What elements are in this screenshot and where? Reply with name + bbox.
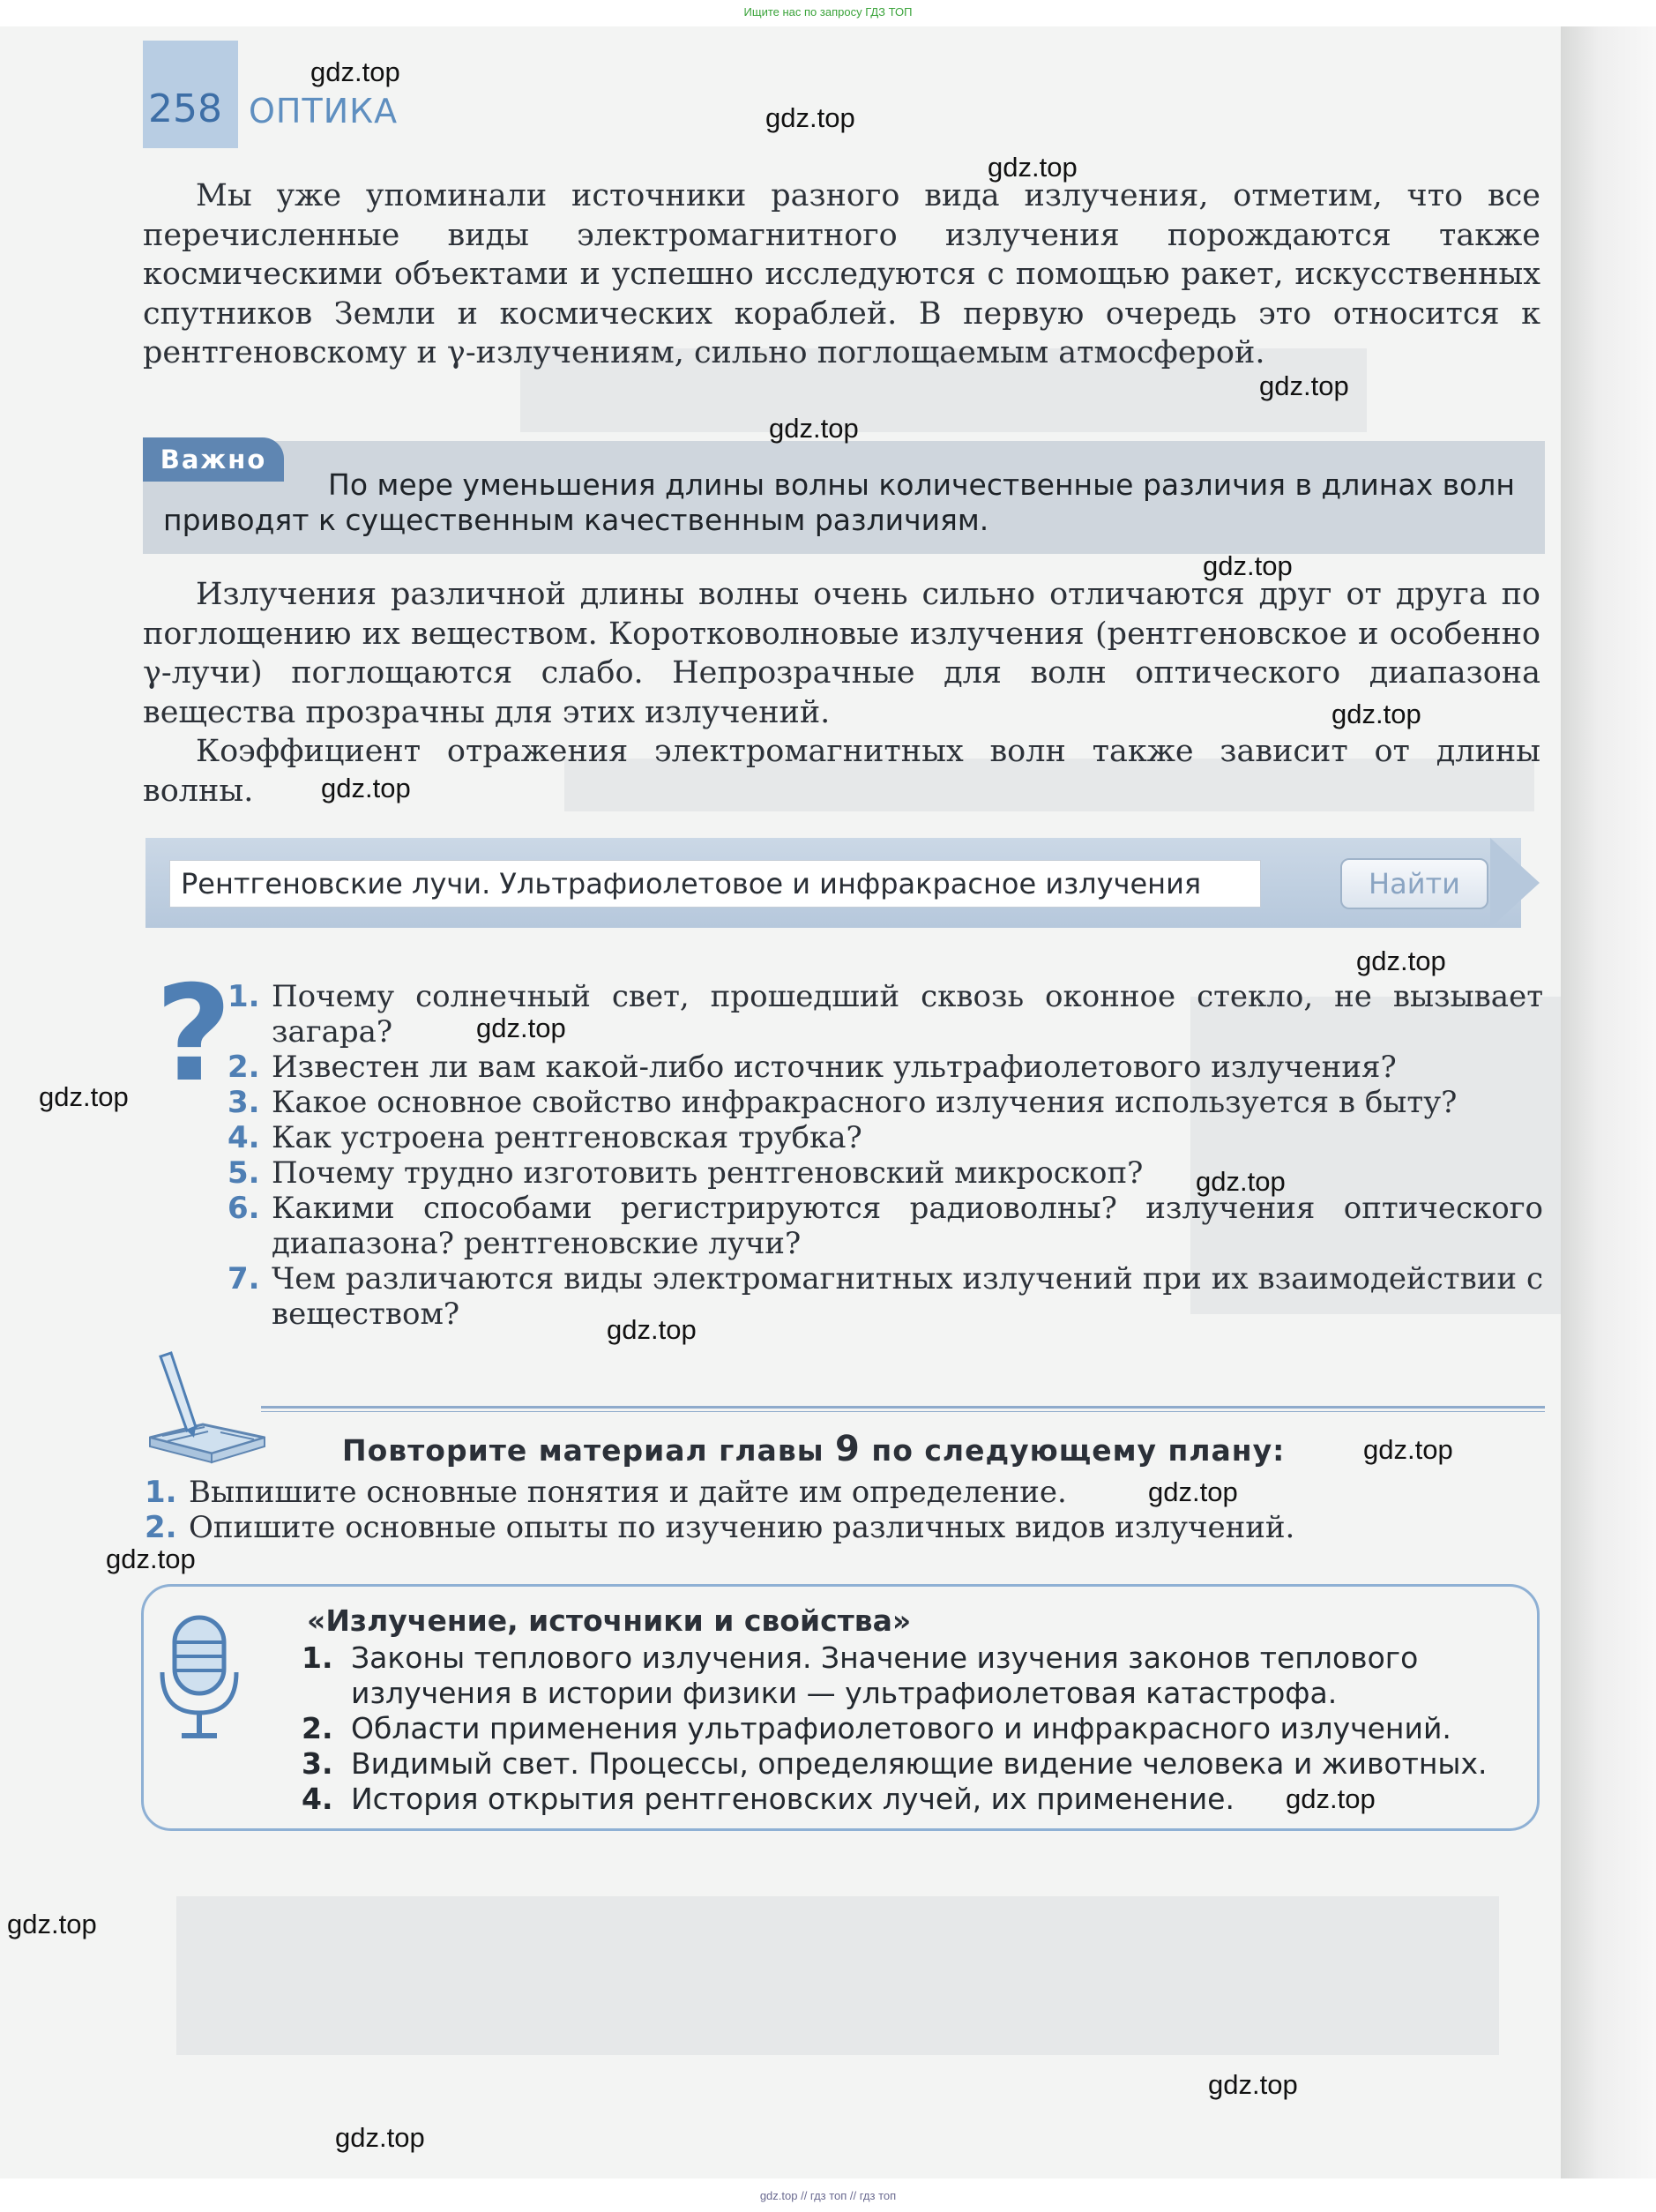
watermark: gdz.top [1259, 370, 1349, 401]
paragraph-3-text: Коэффициент отражения электромагнитных волн также зависит от длины волны. [143, 734, 1540, 809]
item-number: 5. [228, 1155, 260, 1191]
chapter-number: 9 [835, 1429, 861, 1469]
watermark: gdz.top [476, 1013, 566, 1043]
divider [261, 1406, 1545, 1409]
watermark: gdz.top [321, 773, 411, 803]
item-number: 3. [302, 1746, 333, 1781]
list-item [145, 1475, 1538, 1510]
list-item [228, 1050, 1543, 1085]
list-item [145, 1510, 1538, 1545]
microphone-icon [155, 1610, 243, 1743]
topic-text: Видимый свет. Процессы, определяющие видение человека и животных. [351, 1746, 1488, 1781]
watermark: gdz.top [1203, 550, 1293, 581]
item-number: 1. [302, 1640, 333, 1675]
list-item [228, 1261, 1543, 1332]
list-item [302, 1746, 1527, 1782]
paragraph-1 [143, 176, 1540, 373]
item-number: 2. [228, 1050, 260, 1085]
watermark: gdz.top [39, 1081, 129, 1112]
paragraph-1-text: Мы уже упоминали источники разного вида излучения, отметим, что все перечисленные виды электромагнитного излучения порождаются также космическими объектами и успешно исследуются с помощью ракет, искусственных спутников Земли и космических кораблей. В первую очередь это относится к рентгеновскому и γ-излучениям, сильно поглощаемым атмосферой. [143, 178, 1540, 370]
book-pen-icon [141, 1349, 273, 1464]
watermark: gdz.top [310, 56, 400, 87]
search-button[interactable]: Найти [1340, 858, 1488, 909]
list-item [302, 1711, 1527, 1746]
repeat-title-before: Повторите материал главы [342, 1433, 824, 1468]
watermark: gdz.top [106, 1543, 196, 1574]
watermark: gdz.top [765, 102, 855, 133]
watermark: gdz.top [769, 413, 859, 444]
plan-text: Опишите основные опыты по изучению различных видов излучений. [189, 1510, 1295, 1545]
top-note: Ищите нас по запросу ГДЗ ТОП [743, 5, 913, 19]
bottom-note: gdz.top // гдз топ // гдз топ [759, 2189, 897, 2202]
watermark: gdz.top [7, 1909, 97, 1939]
topics-title: «Излучение, источники и свойства» [307, 1603, 912, 1638]
question-text: Как устроена рентгеновская трубка? [272, 1120, 862, 1155]
list-item [228, 1120, 1543, 1155]
watermark: gdz.top [1356, 945, 1446, 976]
watermark: gdz.top [1208, 2069, 1298, 2100]
topic-text: История открытия рентгеновских лучей, их применение. [351, 1782, 1235, 1816]
item-number: 4. [228, 1120, 260, 1155]
list-item [228, 1155, 1543, 1191]
page-number: 258 [148, 86, 222, 131]
paragraph-2-text: Излучения различной длины волны очень сильно отличаются друг от друга по поглощению их веществом. Коротковолновые излучения (рентгеновское и особенно γ-лучи) поглощаются слабо. Непрозрачные для волн оптического диапазона вещества прозрачны для этих излучений. [143, 577, 1540, 730]
watermark: gdz.top [1363, 1434, 1453, 1465]
divider [261, 1411, 1545, 1412]
plan-text: Выпишите основные понятия и дайте им определение. [189, 1475, 1067, 1510]
question-text: Известен ли вам какой-либо источник ультрафиолетового излучения? [272, 1050, 1397, 1085]
search-input[interactable]: Рентгеновские лучи. Ультрафиолетовое и инфракрасное излучения [169, 860, 1261, 908]
show-through [176, 1896, 1499, 2055]
important-tag: Важно [143, 437, 284, 482]
section-title: ОПТИКА [249, 92, 399, 131]
list-item [302, 1640, 1527, 1711]
list-item [228, 979, 1543, 1050]
watermark: gdz.top [1286, 1783, 1376, 1814]
repeat-title-after: по следующему плану: [871, 1433, 1286, 1468]
question-text: Чем различаются виды электромагнитных излучений при их взаимодействии с веществом? [272, 1261, 1543, 1332]
item-number: 3. [228, 1085, 260, 1120]
item-number: 1. [145, 1475, 177, 1510]
topic-text: Законы теплового излучения. Значение изучения законов теплового излучения в истории физики — ультрафиолетовая катастрофа. [351, 1640, 1419, 1710]
question-mark-icon: ? [155, 958, 233, 1111]
list-item [228, 1191, 1543, 1261]
watermark: gdz.top [1332, 699, 1421, 729]
question-text: Почему солнечный свет, прошедший сквозь оконное стекло, не вызывает загара? [272, 979, 1543, 1050]
item-number: 2. [145, 1510, 177, 1545]
search-arrow-icon [1490, 838, 1540, 928]
question-text: Почему трудно изготовить рентгеновский микроскоп? [272, 1155, 1144, 1191]
plan-list [145, 1475, 1538, 1545]
watermark: gdz.top [335, 2122, 425, 2153]
questions-list [228, 979, 1543, 1332]
book-spine-shadow [1561, 26, 1656, 2178]
topic-text: Области применения ультрафиолетового и инфракрасного излучений. [351, 1711, 1451, 1745]
question-text: Какими способами регистрируются радиоволны? излучения оптического диапазона? рентгеновские лучи? [272, 1191, 1543, 1261]
item-number: 6. [228, 1191, 260, 1226]
item-number: 7. [228, 1261, 260, 1297]
watermark: gdz.top [1196, 1166, 1286, 1197]
important-text: По мере уменьшения длины волны количественные различия в длинах волн приводят к существенным качественным различиям. [163, 467, 1515, 537]
item-number: 2. [302, 1711, 333, 1745]
question-text: Какое основное свойство инфракрасного излучения используется в быту? [272, 1085, 1458, 1120]
list-item [228, 1085, 1543, 1120]
watermark: gdz.top [1148, 1476, 1238, 1507]
item-number: 4. [302, 1782, 333, 1816]
watermark: gdz.top [988, 152, 1078, 183]
repeat-title [342, 1429, 1285, 1469]
item-number: 1. [228, 979, 260, 1014]
watermark: gdz.top [607, 1314, 697, 1345]
